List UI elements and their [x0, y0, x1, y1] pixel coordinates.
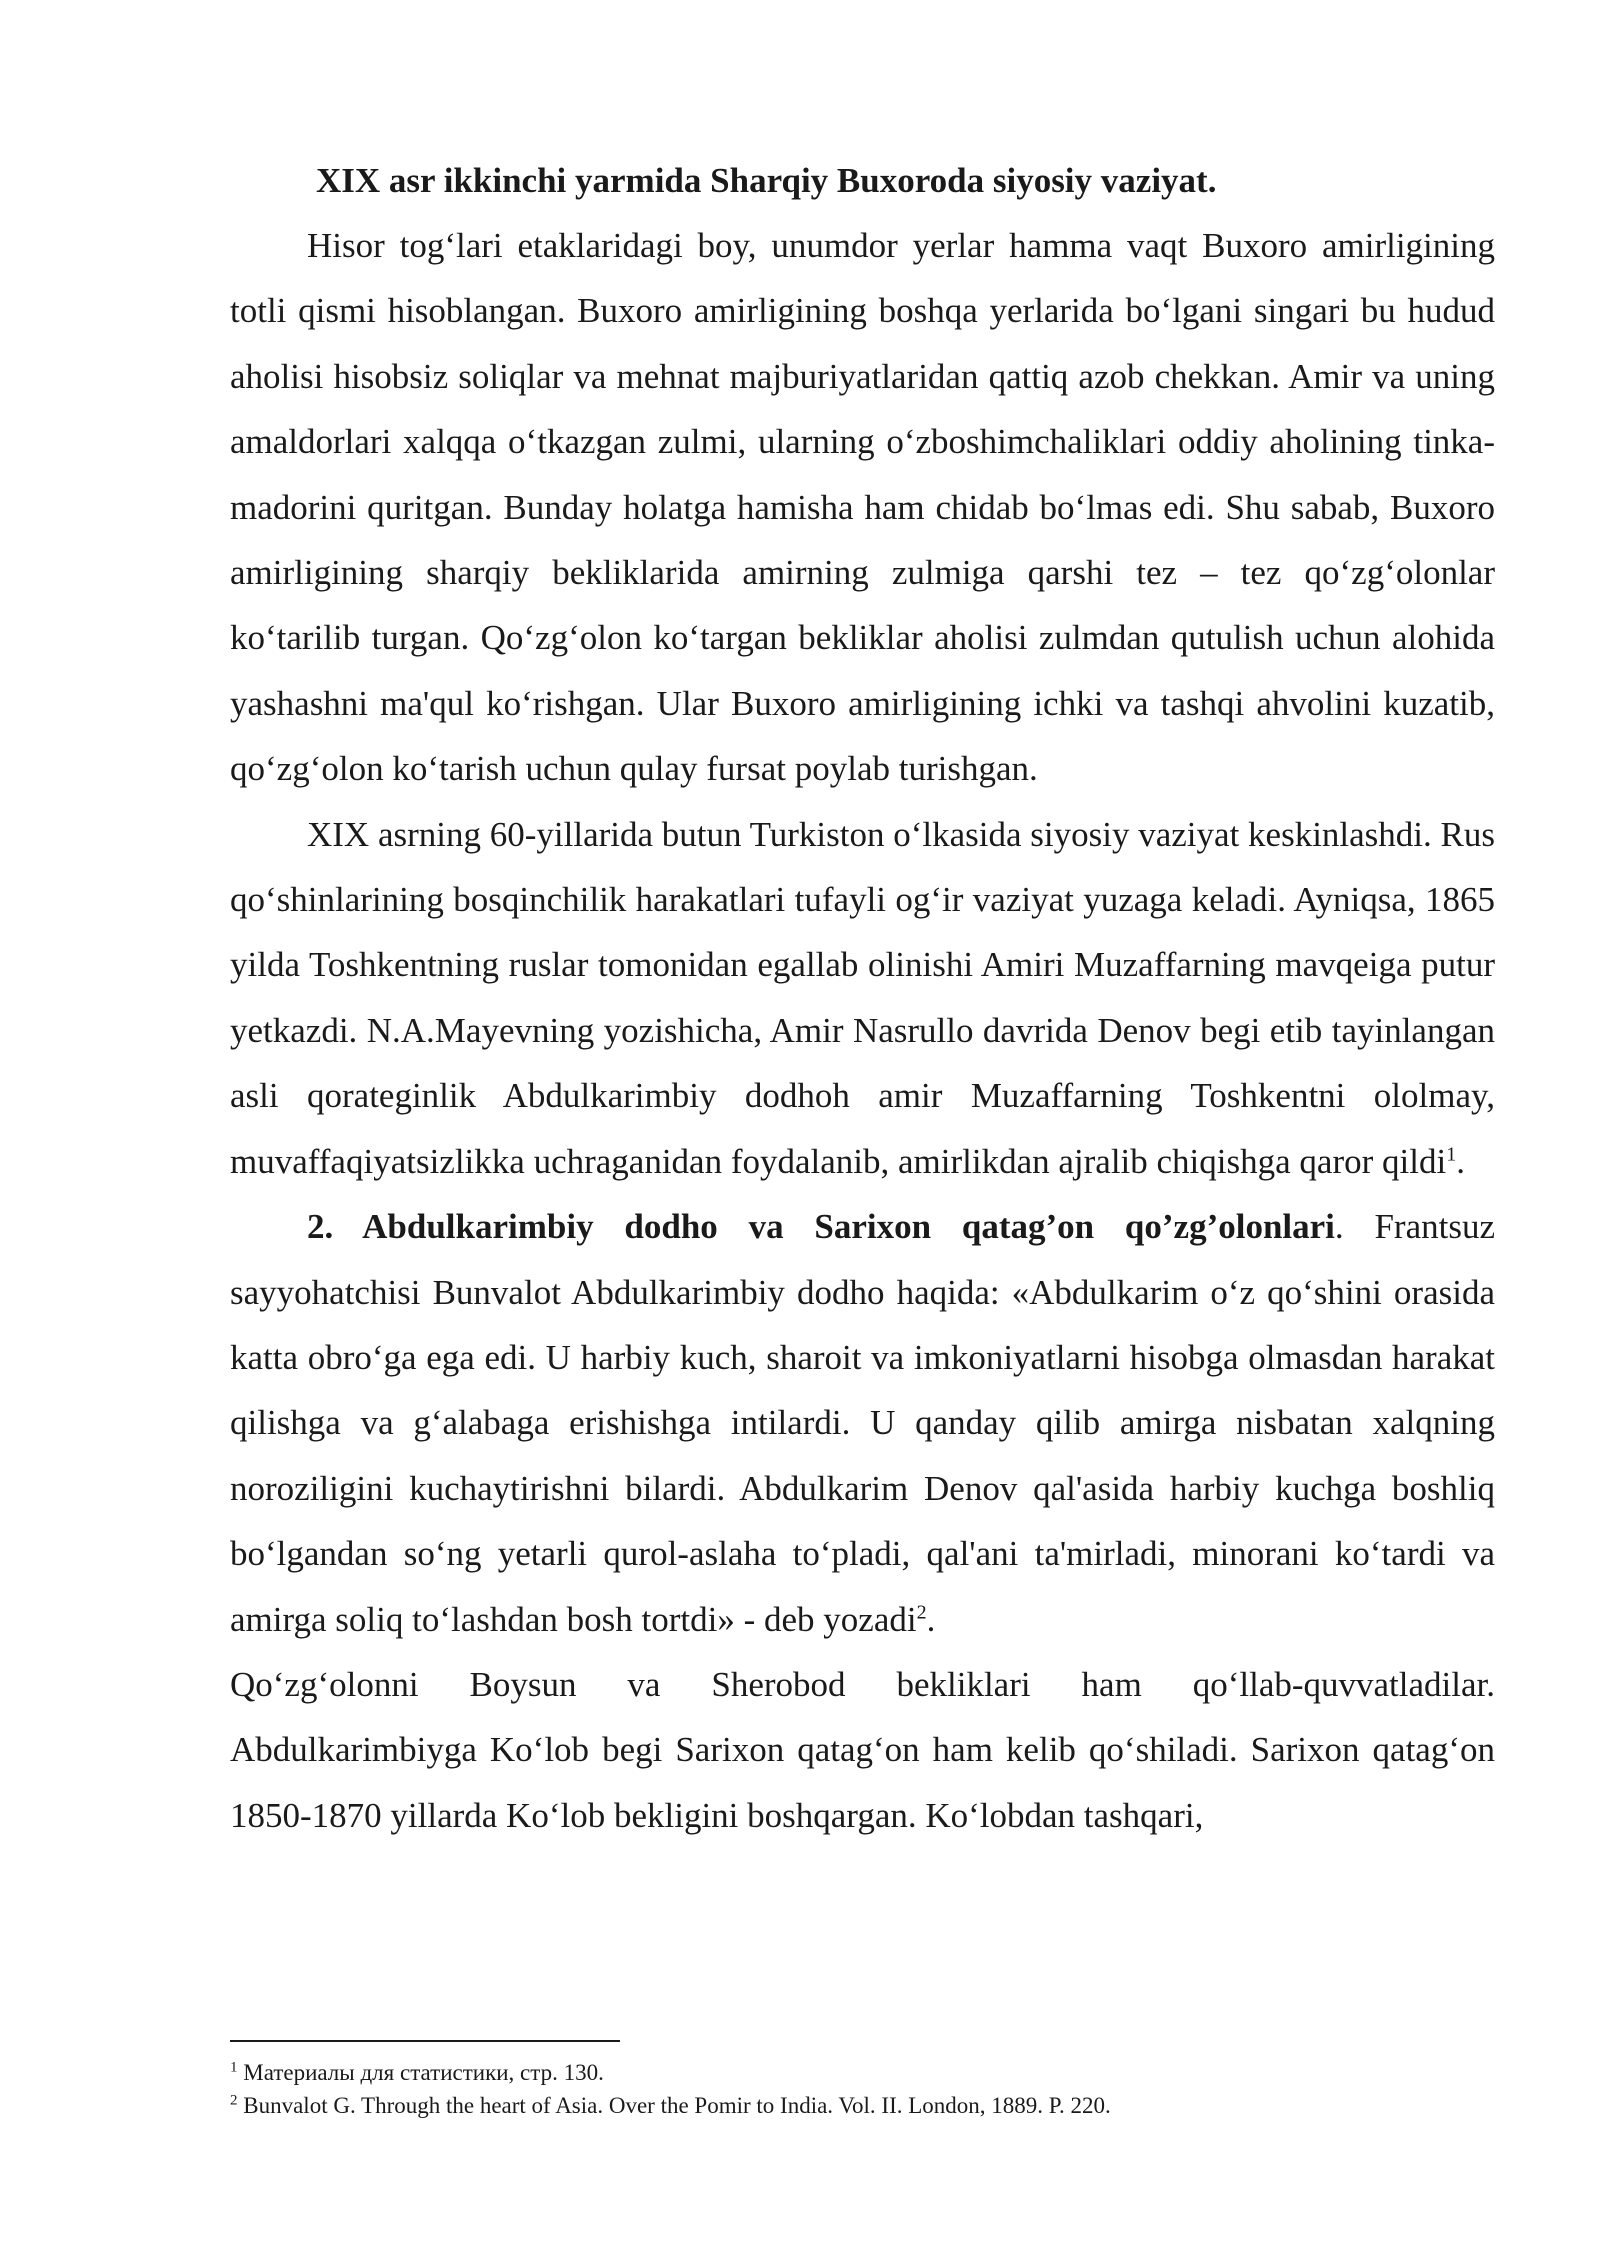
paragraph-4: [230, 1652, 1495, 1848]
paragraph-3-text: . Frantsuz sayyohatchisi Bunvalot Abdulkarimbiy dodho haqida: «Abdulkarim o‘z qo‘shini orasida katta obro‘ga ega edi. U harbiy kuch, sharoit va imkoniyatlarni hisobga olmasdan harakat qilishga va g‘alabaga erishishga intilardi. U qanday qilib amirga nisbatan xalqning noroziligini kuchaytirishni bilardi. Abdulkarim Denov qal'asida harbiy kuchga boshliq bo‘lgandan so‘ng yetarli qurol-aslaha to‘pladi, qal'ani ta'mirladi, minorani ko‘tardi va amirga soliq to‘lashdan bosh tortdi» - deb yozadi: [230, 1207, 1495, 1639]
subsection-heading: 2. Abdulkarimbiy dodho va Sarixon qatag’on qo’zg’olonlari: [307, 1207, 1335, 1247]
paragraph-3-end: .: [926, 1599, 936, 1639]
footnote-ref-2[interactable]: 2: [916, 1600, 927, 1623]
paragraph-1-text: Hisor tog‘lari etaklaridagi boy, unumdor yerlar hamma vaqt Buxoro amirligining totli qismi hisoblangan. Buxoro amirligining boshqa yerlarida bo‘lgani singari bu hudud aholisi hisobsiz soliqlar va mehnat majburiyatlaridan qattiq azob chekkan. Amir va uning amaldorlari xalqqa o‘tkazgan zulmi, ularning o‘zboshimchaliklari oddiy aholining tinka-madorini quritgan. Bunday holatga hamisha ham chidab bo‘lmas edi. Shu sabab, Buxoro amirligining sharqiy bekliklarida amirning zulmiga qarshi tez – tez qo‘zg‘olonlar ko‘tarilib turgan. Qo‘zg‘olon ko‘targan bekliklar aholisi zulmdan qutulish uchun alohida yashashni ma'qul ko‘rishgan. Ular Buxoro amirligining ichki va tashqi ahvolini kuzatib, qo‘zg‘olon ko‘tarish uchun qulay fursat poylab turishgan.: [230, 226, 1495, 789]
footnote-1-number: 1: [230, 2059, 238, 2076]
footnote-ref-1[interactable]: 1: [1446, 1143, 1457, 1166]
footnote-1-text: Материалы для статистики, стр. 130.: [237, 2060, 604, 2085]
paragraph-2: [230, 802, 1495, 1194]
paragraph-2-end: .: [1456, 1141, 1465, 1181]
paragraph-2-text: XIX asrning 60-yillarida butun Turkiston o‘lkasida siyosiy vaziyat keskinlashdi. Rus qo‘shinlarining bosqinchilik harakatlari tufayli og‘ir vaziyat yuzaga keladi. Ayniqsa, 1865 yilda Toshkentning ruslar tomonidan egallab olinishi Amiri Muzaffarning mavqeiga putur yetkazdi. N.A.Mayevning yozishicha, Amir Nasrullo davrida Denov begi etib tayinlangan asli qorateginlik Abdulkarimbiy dodhoh amir Muzaffarning Toshkentni ololmay, muvaffaqiyatsizlikka uchraganidan foydalanib, amirlikdan ajralib chiqishga qaror qildi: [230, 814, 1495, 1181]
footnotes: [230, 2056, 1495, 2122]
footnote-2: [230, 2089, 1495, 2122]
footnote-divider: [230, 2040, 620, 2042]
footnote-2-text: Bunvalot G. Through the heart of Asia. Over the Pomir to India. Vol. II. London, 1889. P. 220.: [237, 2093, 1111, 2118]
paragraph-1: [230, 213, 1495, 802]
document-body: [230, 148, 1495, 1848]
section-title: XIX asr ikkinchi yarmida Sharqiy Buxoroda siyosiy vaziyat.: [316, 161, 1217, 200]
paragraph-4-text: Qo‘zg‘olonni Boysun va Sherobod bekliklari ham qo‘llab-quvvatladilar. Abdulkarimbiyga Ko‘lob begi Sarixon qatag‘on ham kelib qo‘shiladi. Sarixon qatag‘on 1850-1870 yillarda Ko‘lob bekligini boshqargan. Ko‘lobdan tashqari,: [230, 1664, 1495, 1835]
footnote-2-number: 2: [230, 2092, 238, 2109]
footnote-1: [230, 2056, 1495, 2089]
paragraph-3: [230, 1194, 1495, 1652]
